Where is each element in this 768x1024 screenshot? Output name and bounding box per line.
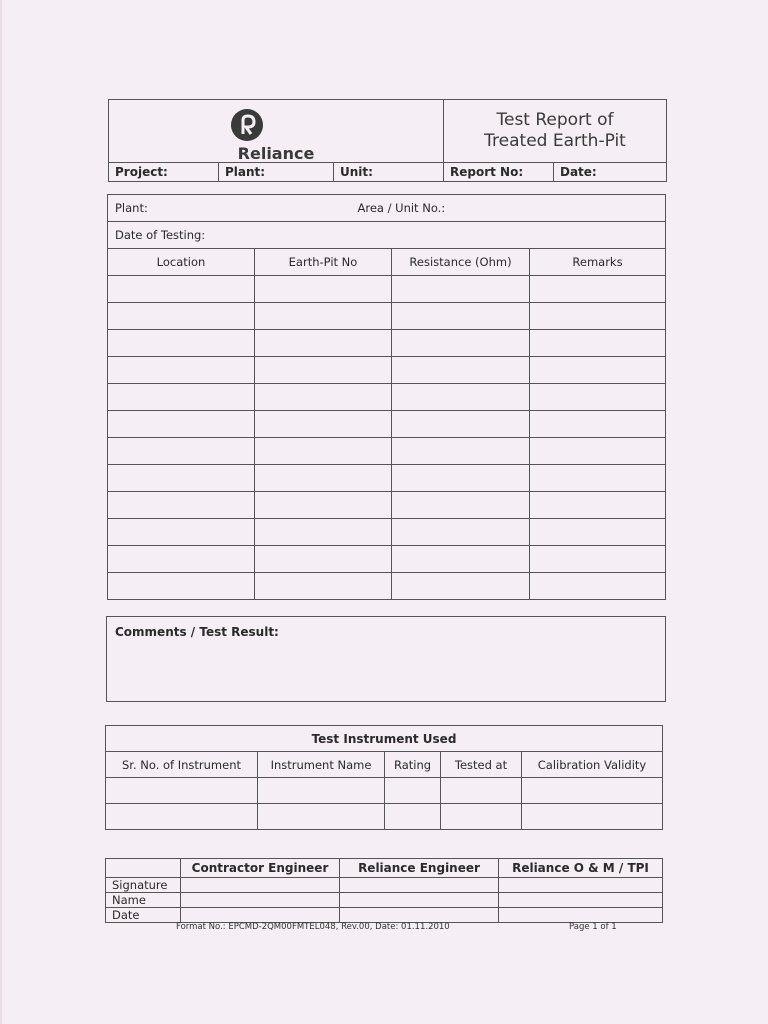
table-cell <box>108 519 255 546</box>
col-reliance-om-tpi: Reliance O & M / TPI <box>499 859 663 878</box>
table-cell <box>255 357 392 384</box>
page-number: Page 1 of 1 <box>569 922 617 932</box>
area-label: Area / Unit No.: <box>357 201 446 215</box>
cell <box>181 893 340 908</box>
table-cell <box>255 573 392 600</box>
col-resistance: Resistance (Ohm) <box>392 249 530 276</box>
table-row <box>108 276 666 303</box>
table-cell <box>530 384 666 411</box>
table-cell <box>530 357 666 384</box>
table-cell <box>108 546 255 573</box>
table-cell <box>255 465 392 492</box>
instrument-table-title: Test Instrument Used <box>106 726 663 752</box>
field-plant: Plant: <box>219 163 334 182</box>
cell <box>340 878 499 893</box>
table-cell <box>392 546 530 573</box>
col-tested-at: Tested at <box>441 752 522 778</box>
table-cell <box>108 330 255 357</box>
table-cell <box>108 303 255 330</box>
table-cell <box>108 492 255 519</box>
format-number: Format No.: EPCMD-2QM00FMTEL048, Rev.00, Date: 01.11.2010 <box>176 922 450 932</box>
earth-pit-rows <box>108 276 666 600</box>
table-cell <box>255 438 392 465</box>
field-project: Project: <box>109 163 219 182</box>
table-cell <box>258 778 385 804</box>
table-cell <box>108 465 255 492</box>
table-cell <box>392 357 530 384</box>
comments-box <box>106 616 666 702</box>
table-cell <box>108 276 255 303</box>
table-cell <box>255 330 392 357</box>
table-cell <box>108 438 255 465</box>
table-cell <box>108 411 255 438</box>
cell <box>340 908 499 923</box>
table-cell <box>530 330 666 357</box>
table-cell <box>255 492 392 519</box>
table-cell <box>522 778 663 804</box>
logo-cell <box>109 100 444 163</box>
signature-table <box>105 858 663 923</box>
table-cell <box>530 276 666 303</box>
earth-pit-table <box>107 194 666 600</box>
table-row <box>108 411 666 438</box>
table-cell <box>530 492 666 519</box>
col-calibration-validity: Calibration Validity <box>522 752 663 778</box>
plant-label: Plant: <box>115 201 148 215</box>
table-cell <box>530 411 666 438</box>
report-title <box>444 100 667 163</box>
paper-edge <box>0 0 2 1024</box>
cell <box>499 908 663 923</box>
table-cell <box>392 519 530 546</box>
date-of-testing-row: Date of Testing: <box>108 222 666 249</box>
title-line-2: Treated Earth-Pit <box>484 131 626 151</box>
table-row <box>108 465 666 492</box>
table-cell <box>255 276 392 303</box>
field-report-no: Report No: <box>444 163 554 182</box>
table-cell <box>385 778 441 804</box>
instrument-rows <box>106 778 663 830</box>
table-cell <box>106 778 258 804</box>
table-cell <box>392 438 530 465</box>
table-cell <box>108 384 255 411</box>
header-table <box>108 99 667 182</box>
table-cell <box>530 546 666 573</box>
row-date: Date <box>106 908 181 923</box>
col-contractor-engineer: Contractor Engineer <box>181 859 340 878</box>
plant-area-row <box>108 195 666 222</box>
table-cell <box>441 778 522 804</box>
table-row <box>108 546 666 573</box>
table-cell <box>392 276 530 303</box>
table-cell <box>108 357 255 384</box>
table-cell <box>530 303 666 330</box>
table-cell <box>255 384 392 411</box>
cell <box>340 893 499 908</box>
table-cell <box>392 573 530 600</box>
table-cell <box>255 519 392 546</box>
table-cell <box>530 438 666 465</box>
table-row <box>108 330 666 357</box>
table-cell <box>258 804 385 830</box>
instrument-table <box>105 725 663 830</box>
cell <box>499 893 663 908</box>
table-cell <box>392 492 530 519</box>
brand-name: Reliance <box>237 144 315 163</box>
table-cell <box>530 573 666 600</box>
table-row <box>108 519 666 546</box>
cell <box>181 878 340 893</box>
col-location: Location <box>108 249 255 276</box>
table-row <box>108 438 666 465</box>
row-name: Name <box>106 893 181 908</box>
table-cell <box>392 384 530 411</box>
table-cell <box>392 465 530 492</box>
title-line-1: Test Report of <box>496 110 614 130</box>
table-cell <box>392 330 530 357</box>
cell <box>181 908 340 923</box>
table-row <box>108 357 666 384</box>
table-cell <box>385 804 441 830</box>
table-row <box>106 804 663 830</box>
cell <box>499 878 663 893</box>
col-earth-pit-no: Earth-Pit No <box>255 249 392 276</box>
table-cell <box>530 465 666 492</box>
comments-label: Comments / Test Result: <box>115 625 279 639</box>
col-sr-no: Sr. No. of Instrument <box>106 752 258 778</box>
table-cell <box>106 804 258 830</box>
table-cell <box>392 303 530 330</box>
table-cell <box>530 519 666 546</box>
table-cell <box>255 411 392 438</box>
col-reliance-engineer: Reliance Engineer <box>340 859 499 878</box>
col-instrument-name: Instrument Name <box>258 752 385 778</box>
table-cell <box>255 303 392 330</box>
field-unit: Unit: <box>334 163 444 182</box>
table-row <box>106 778 663 804</box>
col-remarks: Remarks <box>530 249 666 276</box>
reliance-logo-icon <box>230 108 264 142</box>
table-cell <box>108 573 255 600</box>
table-cell <box>522 804 663 830</box>
field-date: Date: <box>554 163 667 182</box>
table-cell <box>392 411 530 438</box>
table-row <box>108 384 666 411</box>
table-cell <box>255 546 392 573</box>
table-cell <box>441 804 522 830</box>
table-row <box>108 573 666 600</box>
table-row <box>108 303 666 330</box>
table-row <box>108 492 666 519</box>
row-signature: Signature <box>106 878 181 893</box>
col-rating: Rating <box>385 752 441 778</box>
sig-corner <box>106 859 181 878</box>
